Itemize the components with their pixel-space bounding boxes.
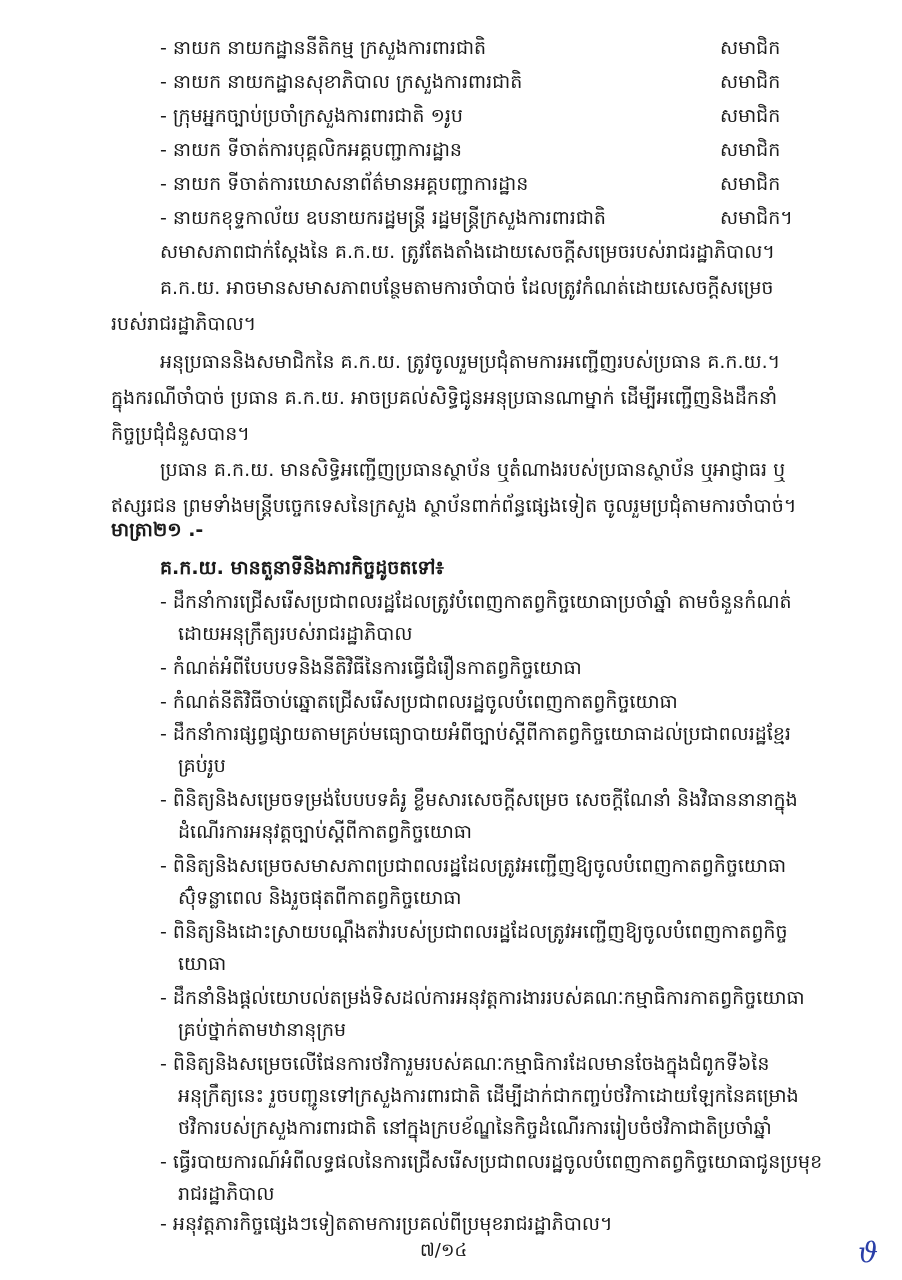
member-role: សមាជិក — [720, 105, 781, 127]
duty-line: ថវិការបស់ក្រសួងការពារជាតិ នៅក្នុងក្របខ័ណ្ឌនៃកិច្ចដំណើរការរៀបចំថវិកាជាតិប្រចាំឆ្នាំ — [178, 1117, 772, 1139]
paragraph-text: គ.ក.យ. អាចមានសមាសភាពបន្ថែមតាមការចាំបាច់ ដែលត្រូវកំណត់ដោយសេចក្តីសម្រេច — [160, 277, 774, 299]
paragraph-text: អនុប្រធាននិងសមាជិកនៃ គ.ក.យ. ត្រូវចូលរួមប្រជុំតាមការអញ្ជើញរបស់ប្រធាន គ.ក.យ.។ — [160, 351, 781, 373]
member-role: សមាជិក — [720, 173, 781, 195]
duty-line: - ធ្វើរបាយការណ៍អំពីលទ្ធផលនៃការជ្រើសរើសប្រជាពលរដ្ឋចូលបំពេញកាតព្វកិច្ចយោធាជូនប្រមុខ — [160, 1151, 823, 1173]
duty-line: - ដឹកនាំការជ្រើសរើសប្រជាពលរដ្ឋដែលត្រូវបំពេញកាតព្វកិច្ចយោធាប្រចាំឆ្នាំ តាមចំនួនកំណត់ — [160, 591, 792, 613]
duty-line: - កំណត់នីតិវិធីចាប់ឆ្នោតជ្រើសរើសប្រជាពលរដ្ឋចូលបំពេញកាតព្វកិច្ចយោធា — [160, 691, 678, 713]
paragraph-text: សមាសភាពជាក់ស្តែងនៃ គ.ក.យ. ត្រូវតែងតាំងដោយសេចក្តីសម្រេចរបស់រាជរដ្ឋាភិបាល។ — [160, 241, 775, 263]
duty-line: - ពិនិត្យនិងដោះស្រាយបណ្តឹងតវ៉ារបស់ប្រជាពលរដ្ឋដែលត្រូវអញ្ជើញឱ្យចូលបំពេញកាតព្វកិច្ច — [160, 921, 788, 943]
paragraph-text: ប្រធាន គ.ក.យ. មានសិទ្ធិអញ្ជើញប្រធានស្ថាប័ន ឬតំណាងរបស់ប្រធានស្ថាប័ន ឬអាជ្ញាធរ ឬ — [160, 459, 786, 481]
paragraph-text: កិច្ចប្រជុំជំនួសបាន។ — [111, 423, 250, 445]
duty-line: - ពិនិត្យនិងសម្រេចទម្រង់បែបបទគំរូ ខ្លឹមសារសេចក្តីសម្រេច សេចក្តីណែនាំ និងវិធាននានាក្នុង — [160, 789, 798, 811]
handwritten-initials: ϑ — [858, 1236, 879, 1269]
duty-line: - ដឹកនាំនិងផ្តល់យោបល់តម្រង់ទិសដល់ការអនុវត្តការងាររបស់គណៈកម្មាធិការកាតព្វកិច្ចយោធា — [160, 987, 805, 1009]
member-role: សមាជិក — [720, 37, 781, 59]
member-line: - នាយក នាយកដ្ឋាននីតិកម្ម ក្រសួងការពារជាតិ — [160, 37, 487, 59]
duty-line: - អនុវត្តភារកិច្ចផ្សេងៗទៀតតាមការប្រគល់ពីប្រមុខរាជរដ្ឋាភិបាល។ — [160, 1213, 613, 1235]
member-role: សមាជិក — [720, 71, 781, 93]
paragraph-text: របស់រាជរដ្ឋាភិបាល។ — [111, 313, 257, 335]
duty-line: ស៊ុំទន្លាពេល និងរួចផុតពីកាតព្វកិច្ចយោធា — [178, 887, 462, 909]
member-line: - នាយកខុទ្ទកាល័យ ឧបនាយករដ្ឋមន្ត្រី រដ្ឋមន្ត្រីក្រសួងការពារជាតិ — [160, 207, 606, 229]
duty-line: ដោយអនុក្រឹត្យរបស់រាជរដ្ឋាភិបាល — [178, 623, 413, 645]
duty-line: អនុក្រឹត្យនេះ រួចបញ្ជូនទៅក្រសួងការពារជាតិ ដើម្បីដាក់ជាកញ្ចប់ថវិកាដោយឡែកនៃគម្រោង — [178, 1085, 799, 1107]
member-line: - នាយក នាយកដ្ឋានសុខាភិបាល ក្រសួងការពារជាតិ — [160, 71, 523, 93]
duty-line: គ្រប់ថ្នាក់តាមឋានានុក្រម — [178, 1019, 347, 1041]
duty-line: យោធា — [178, 953, 227, 975]
duty-line: - ពិនិត្យនិងសម្រេចលើផែនការថវិការួមរបស់គណៈកម្មាធិការដែលមានចែងក្នុងជំពូកទី៦នៃ — [160, 1053, 770, 1075]
page-number: ៧/១៤ — [420, 1240, 468, 1261]
member-line: - នាយក ទីចាត់ការឃោសនាព័ត៌មានអគ្គបញ្ជាការដ្ឋាន — [160, 173, 529, 195]
duty-line: - ដឹកនាំការផ្សព្វផ្សាយតាមគ្រប់មធ្យោបាយអំពីច្បាប់ស្តីពីកាតព្វកិច្ចយោធាដល់ប្រជាពលរដ្ឋខ្មែរ — [160, 723, 791, 745]
duty-line: ដំណើរការអនុវត្តច្បាប់ស្តីពីកាតព្វកិច្ចយោធា — [178, 821, 472, 843]
member-role: សមាជិក — [720, 139, 781, 161]
member-role: សមាជិក។ — [720, 207, 793, 229]
duty-line: - កំណត់អំពីបែបបទនិងនីតិវិធីនៃការធ្វើជំរឿនកាតព្វកិច្ចយោធា — [160, 657, 582, 679]
article-heading: មាត្រា២១ .- — [111, 519, 204, 541]
paragraph-text: ឥស្សរជន ព្រមទាំងមន្ត្រីបច្ចេកទេសនៃក្រសួង ស្ថាប័នពាក់ព័ន្ធផ្សេងទៀត ចូលរួមប្រជុំតាមការចាំបាច់។ — [111, 495, 797, 517]
duty-line: - ពិនិត្យនិងសម្រេចសមាសភាពប្រជាពលរដ្ឋដែលត្រូវអញ្ជើញឱ្យចូលបំពេញកាតព្វកិច្ចយោធា — [160, 855, 787, 877]
article-intro: គ.ក.យ. មានតួនាទីនិងភារកិច្ចដូចតទៅ៖ — [160, 557, 444, 579]
duty-line: គ្រប់រូប — [178, 755, 226, 777]
member-line: - នាយក ទីចាត់ការបុគ្គលិកអគ្គបញ្ជាការដ្ឋាន — [160, 139, 462, 161]
member-line: - ក្រុមអ្នកច្បាប់ប្រចាំក្រសួងការពារជាតិ ១រូប — [160, 105, 463, 127]
duty-line: រាជរដ្ឋាភិបាល — [178, 1183, 275, 1205]
paragraph-text: ក្នុងករណីចាំបាច់ ប្រធាន គ.ក.យ. អាចប្រគល់សិទ្ធិជូនអនុប្រធានណាម្នាក់ ដើម្បីអញ្ជើញនិងដឹកនាំ — [111, 387, 778, 409]
